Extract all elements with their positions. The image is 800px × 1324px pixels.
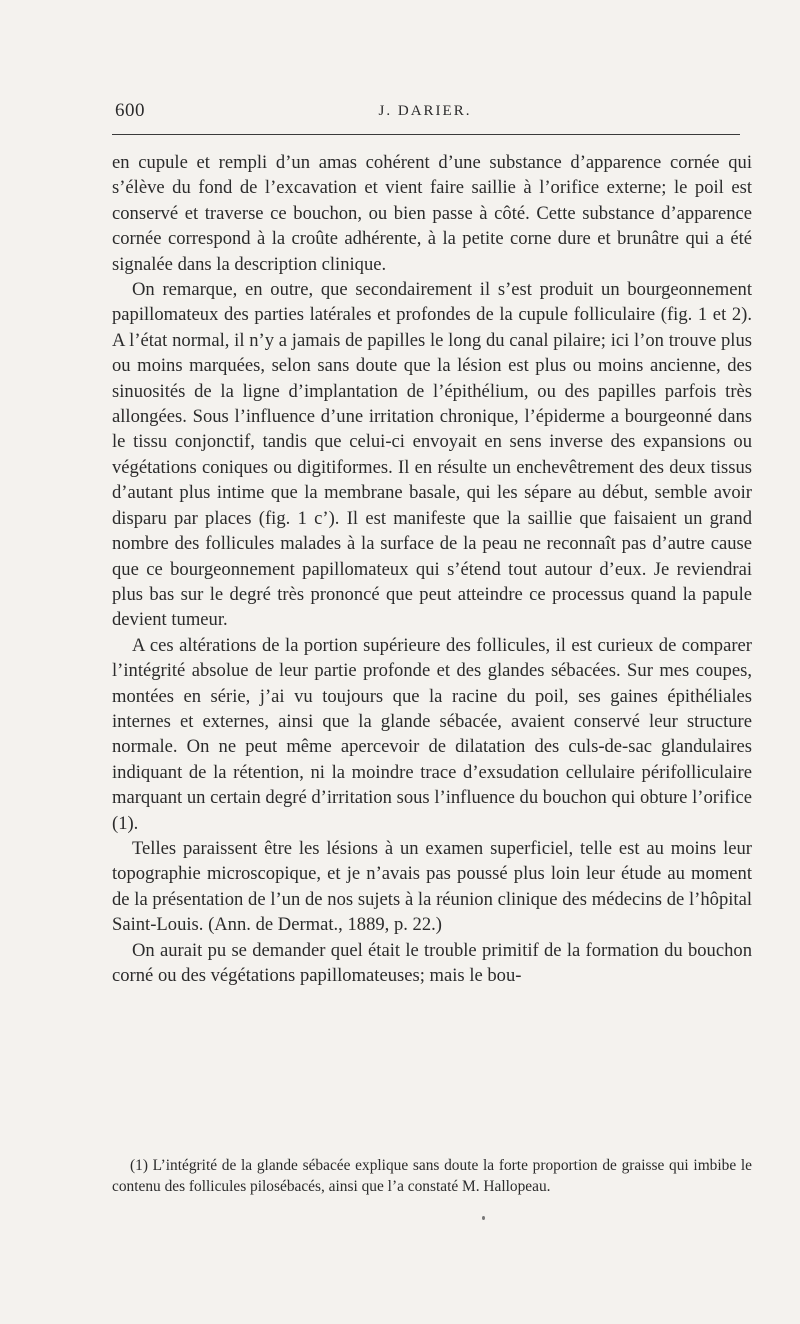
paragraph-4: Telles paraissent être les lésions à un examen superficiel, telle est au moins leur topographie microscopique, et je n’avais pas poussé plus loin leur étude au moment de la présentation de l’un de nos sujets à la réunion clinique des médecins de l’hôpital Saint-Louis. (Ann. de Dermat., 1889, p. 22.) bbox=[112, 837, 752, 936]
paragraph-2: On remarque, en outre, que secondairement il s’est produit un bourgeonnement papillomateux des parties latérales et profondes de la cupule folliculaire (fig. 1 et 2). A l’état normal, il n’y a jamais de papilles le long du canal pilaire; ici l’on trouve plus ou moins marquées, selon sans doute que la lésion est plus ou moins ancienne, des sinuosités de la ligne d’implantation de l’épithélium, ou des papilles parfois très allongées. Sous l’influence d’une irritation chronique, l’épiderme a bourgeonné dans le tissu conjonctif, tandis que celui-ci envoyait en sens inverse des expansions ou végétations coniques ou digitiformes. Il en résulte un enchevêtrement des deux tissus d’autant plus intime que la membrane basale, qui les sépare au début, semble avoir disparu par places (fig. 1 c’). Il est manifeste que la saillie que faisaient un grand nombre des follicules malades à la surface de la peau ne reconnaît pas d’autre cause que ce bourgeonnement papillomateux qui s’étend tout autour d’eux. Je reviendrai plus bas sur le degré très prononcé que peut atteindre ce processus quand la papule devient tumeur. bbox=[112, 279, 752, 631]
footnote-text: (1) L’intégrité de la glande sébacée explique sans doute la forte proportion de graisse qui imbibe le contenu des follicules pilosébacés, ainsi que l’a constaté M. Hallopeau. bbox=[112, 1157, 752, 1195]
ink-speck bbox=[482, 1216, 485, 1220]
paragraph-3: A ces altérations de la portion supérieure des follicules, il est curieux de comparer l’intégrité absolue de leur partie profonde et des glandes sébacées. Sur mes coupes, montées en série, j’ai vu toujours que la racine du poil, ses gaines épithéliales internes et externes, ainsi que la glande sébacée, avaient conservé leur structure normale. On ne peut même apercevoir de dilatation des culs-de-sac glandulaires indiquant de la rétention, ni la moindre trace d’exsudation cellulaire périfolliculaire marquant un certain degré d’irritation sous l’influence du bouchon qui obture l’orifice (1). bbox=[112, 634, 752, 834]
footnote bbox=[112, 1155, 752, 1197]
page-number: 600 bbox=[115, 100, 145, 121]
body-text bbox=[112, 150, 752, 988]
header-rule bbox=[112, 134, 740, 135]
page-header bbox=[115, 100, 735, 126]
paragraph-5: On aurait pu se demander quel était le trouble primitif de la formation du bouchon corné ou des végétations papillomateuses; mais le bou- bbox=[112, 939, 752, 986]
paragraph-1: en cupule et rempli d’un amas cohérent d’une substance d’apparence cornée qui s’élève du fond de l’excavation et vient faire saillie à l’orifice externe; le poil est conservé et traverse ce bouchon, ou bien passe à côté. Cette substance d’apparence cornée correspond à la croûte adhérente, à la petite corne dure et brunâtre qui a été signalée dans la description clinique. bbox=[112, 152, 752, 275]
running-head: J. DARIER. bbox=[378, 103, 472, 119]
